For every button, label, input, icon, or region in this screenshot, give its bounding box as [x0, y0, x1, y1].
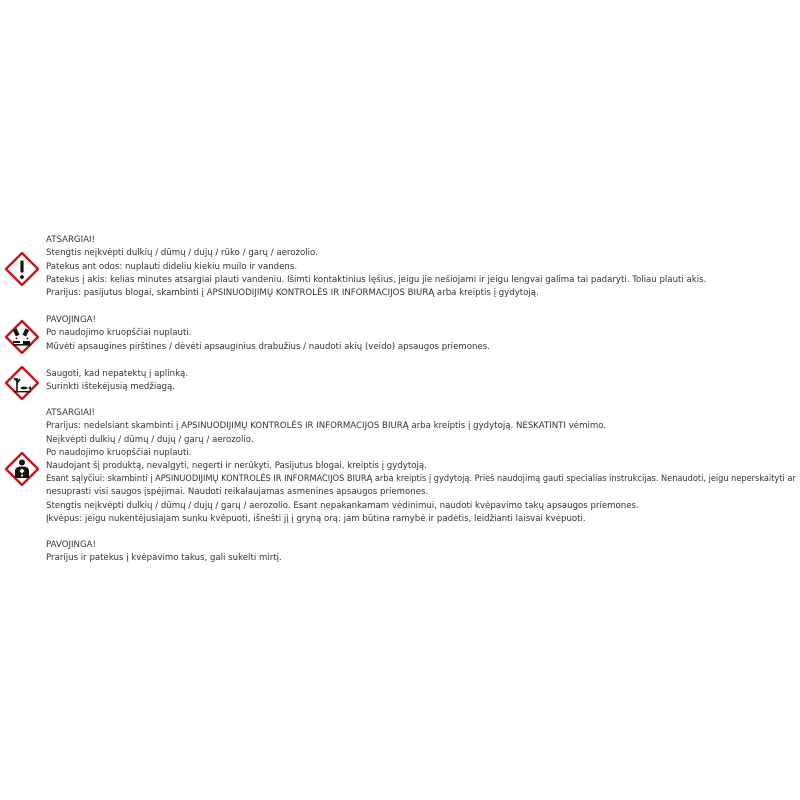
precautionary-statement: Naudojant šį produktą, nevalgyti, negerti ir nerūkyti. Pasijutus blogai, kreiptis į gydytoją.	[46, 461, 427, 471]
exclamation-mark-icon	[5, 252, 39, 286]
precautionary-statement: Po naudojimo kruopščiai nuplauti.	[46, 448, 192, 458]
precautionary-statement: Esant sąlyčiui: skambinti į APSINUODIJIMŲ KONTROLĖS IR INFORMACIJOS BIURĄ arba kreiptis į gydytoją. Prieš naudojimą gauti specialias instrukcijas. Nenaudoti, jeigu neperskaityti ar	[46, 474, 796, 484]
precautionary-statement: Po naudojimo kruopščiai nuplauti.	[46, 328, 192, 338]
precautionary-statement: Neįkvėpti dulkių / dūmų / dujų / garų / aerozolio.	[46, 435, 254, 445]
precautionary-statement: Stengtis neįkvėpti dulkių / dūmų / dujų / garų / aerozolio. Esant nepakankamam vėdinimui, naudoti kvėpavimo takų apsaugos priemones.	[46, 501, 639, 511]
precautionary-statement: Patekus ant odos: nuplauti dideliu kiekiu muilo ir vandens.	[46, 262, 298, 272]
precautionary-statement: Patekus į akis: kelias minutes atsargiai plauti vandeniu. Išimti kontaktinius lęšius, jeigu jie nešiojami ir jeigu lengvai galima tai padaryti. Toliau plauti akis.	[46, 275, 707, 285]
signal-word: PAVOJINGA!	[46, 540, 96, 550]
precautionary-statement: Mūvėti apsaugines pirštines / dėvėti apsauginius drabužius / naudoti akių (veido) apsaugos priemones.	[46, 342, 490, 352]
environment-hazard-icon	[5, 366, 39, 400]
precautionary-statement: Prarijus ir patekus į kvėpavimo takus, gali sukelti mirtį.	[46, 553, 282, 563]
precautionary-statement: Surinkti ištekėjusią medžiagą.	[46, 382, 175, 392]
precautionary-statement: Prarijus: pasijutus blogai, skambinti į APSINUODIJIMŲ KONTROLĖS IR INFORMACIJOS BIURĄ arba kreiptis į gydytoją.	[46, 288, 539, 298]
precautionary-statement: Saugoti, kad nepatektų į aplinką.	[46, 369, 189, 379]
signal-word: PAVOJINGA!	[46, 315, 96, 325]
precautionary-statement: Prarijus: nedelsiant skambinti į APSINUODIJIMŲ KONTROLĖS IR INFORMACIJOS BIURĄ arba kreiptis į gydytoją. NESKATINTI vėmimo.	[46, 421, 607, 431]
corrosion-icon	[5, 320, 39, 354]
precautionary-statement: Stengtis neįkvėpti dulkių / dūmų / dujų / rūko / garų / aerozolio.	[46, 248, 318, 258]
precautionary-statement: Įkvėpus: jeigu nukentėjusiajam sunku kvėpuoti, išnešti jį į gryną orą: jam būtina ramybė ir padėtis, leidžianti laisvai kvėpuoti.	[46, 514, 586, 524]
precautionary-statement: nesuprasti visi saugos įspėjimai. Naudoti reikalaujamas asmenines apsaugos priemones.	[46, 487, 429, 497]
signal-word: ATSARGIAI!	[46, 408, 95, 418]
signal-word: ATSARGIAI!	[46, 235, 95, 245]
health-hazard-icon	[5, 452, 39, 486]
